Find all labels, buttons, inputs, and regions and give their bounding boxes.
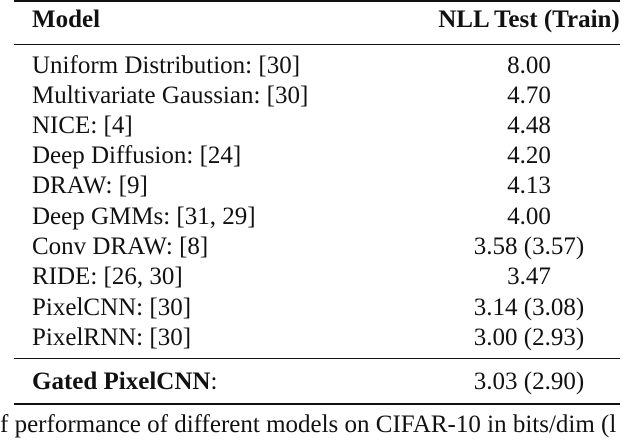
bottom-rule: [14, 403, 620, 405]
row-nll: 4.13: [507, 172, 551, 199]
row-model: NICE: [4]: [32, 112, 133, 139]
row-model: Conv DRAW: [8]: [32, 233, 209, 260]
header-rule: [14, 44, 620, 45]
row-model: RIDE: [26, 30]: [32, 263, 183, 290]
row-model: PixelCNN: [30]: [32, 294, 192, 321]
highlight-model-name: Gated PixelCNN: [32, 368, 211, 395]
top-rule: [14, 0, 620, 2]
row-nll: 8.00: [507, 52, 551, 79]
header-model: Model: [32, 6, 101, 33]
caption-fragment: f performance of different models on CIFAR-10 in bits/dim (l: [0, 411, 617, 438]
highlight-model: [32, 367, 217, 397]
row-nll: 4.00: [507, 203, 551, 230]
row-model: Deep GMMs: [31, 29]: [32, 203, 256, 230]
row-model: Multivariate Gaussian: [30]: [32, 82, 309, 109]
row-model: PixelRNN: [30]: [32, 324, 192, 351]
row-nll: 4.70: [507, 82, 551, 109]
row-model: DRAW: [9]: [32, 172, 148, 199]
mid-rule: [14, 358, 620, 359]
highlight-nll: 3.03 (2.90): [473, 368, 585, 395]
row-model: Deep Diffusion: [24]: [32, 142, 242, 169]
header-nll: NLL Test (Train): [438, 6, 620, 33]
row-nll: 3.00 (2.93): [473, 324, 585, 351]
highlight-model-suffix: :: [210, 368, 218, 395]
row-model: Uniform Distribution: [30]: [32, 52, 301, 79]
row-nll: 3.58 (3.57): [473, 233, 585, 260]
row-nll: 3.47: [507, 263, 551, 290]
row-nll: 4.20: [507, 142, 551, 169]
row-nll: 4.48: [507, 112, 551, 139]
row-nll: 3.14 (3.08): [473, 294, 585, 321]
